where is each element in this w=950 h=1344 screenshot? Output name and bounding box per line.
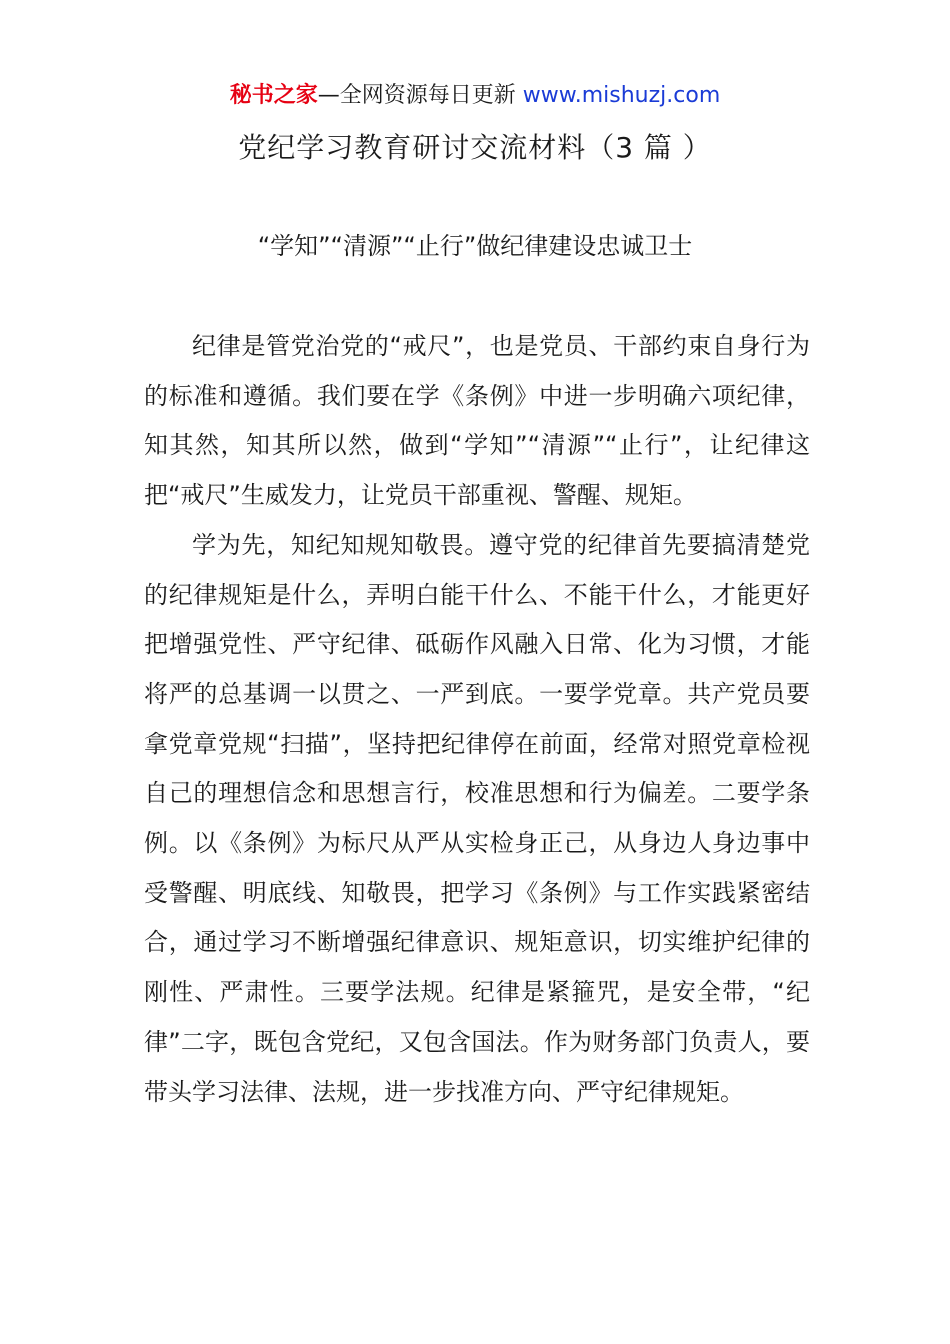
site-header bbox=[0, 80, 950, 112]
article-subtitle: “学知”“清源”“止行”做纪律建设忠诚卫士 bbox=[257, 232, 693, 260]
header-tagline: —全网资源每日更新 bbox=[317, 83, 516, 108]
site-url-link[interactable]: www.mishuzj.com bbox=[522, 83, 721, 108]
paragraph: 学为先，知纪知规知敬畏。遵守党的纪律首先要搞清楚党的纪律规矩是什么，弄明白能干什么、不能干什么，才能更好把增强党性、严守纪律、砥砺作风融入日常、化为习惯，才能将严的总基调一以贯之、一严到底。一要学党章。共产党员要拿党章党规“扫描”，坚持把纪律停在前面，经常对照党章检视自己的理想信念和思想言行，校准思想和行为偏差。二要学条例。以《条例》为标尺从严从实检身正己，从身边人身边事中受警醒、明底线、知敬畏，把学习《条例》与工作实践紧密结合，通过学习不断增强纪律意识、规矩意识，切实维护纪律的刚性、严肃性。三要学法规。纪律是紧箍咒，是安全带，“纪律”二字，既包含党纪，又包含国法。作为财务部门负责人，要带头学习法律、法规，进一步找准方向、严守纪律规矩。 bbox=[144, 530, 810, 1106]
paragraph: 纪律是管党治党的“戒尺”，也是党员、干部约束自身行为的标准和遵循。我们要在学《条例》中进一步明确六项纪律，知其然，知其所以然，做到“学知”“清源”“止行”，让纪律这把“戒尺”生威发力，让党员干部重视、警醒、规矩。 bbox=[144, 332, 810, 510]
document-title: 党纪学习教育研讨交流材料（3 篇 ） bbox=[238, 131, 712, 164]
article-body bbox=[144, 322, 810, 1117]
brand-name: 秘书之家 bbox=[229, 83, 318, 108]
